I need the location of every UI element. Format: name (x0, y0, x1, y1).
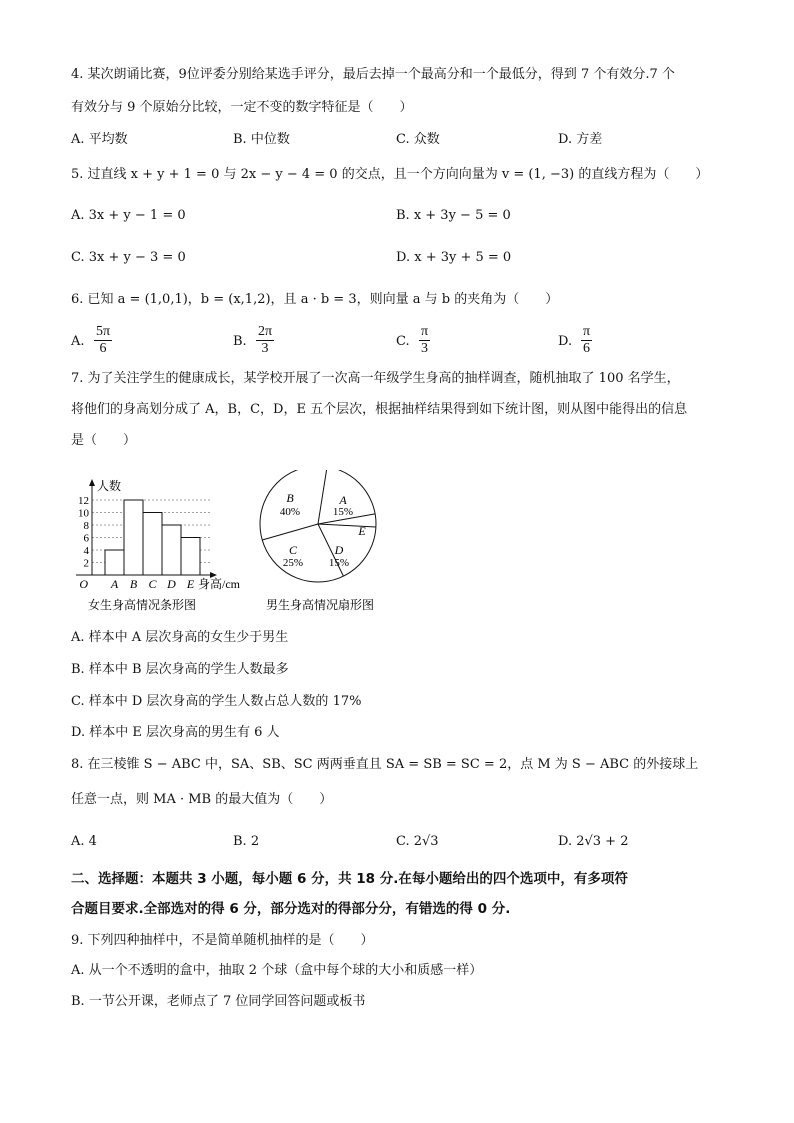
q7-option-c: C. 样本中 D 层次身高的学生人数占总人数的 17% (71, 694, 362, 709)
bar (105, 550, 124, 575)
boys-height-pie-chart (250, 470, 390, 615)
q9-option-a: A. 从一个不透明的盒中，抽取 2 个球（盒中每个球的大小和质感一样） (71, 963, 483, 978)
q6-option-d-fraction (581, 324, 592, 357)
x-tick-label: D (167, 577, 176, 591)
q4-option-a: A. 平均数 (71, 132, 128, 147)
q5-stem: 5. 过直线 x + y + 1 = 0 与 2x − y − 4 = 0 的交点，且一个方向向量为 v = (1, −3) 的直线方程为（ ） (71, 167, 709, 182)
x-tick-label: E (186, 577, 195, 591)
x-tick-label: B (129, 577, 138, 591)
y-axis-arrow (89, 479, 95, 486)
q6-option-a-fraction (94, 324, 112, 357)
q8-option-d: D. 2√3 + 2 (558, 834, 629, 849)
q6-option-a-numerator: 5π (96, 324, 111, 339)
bar (124, 500, 143, 575)
q5-option-d: D. x + 3y + 5 = 0 (396, 250, 512, 265)
y-tick-label: 12 (78, 495, 89, 507)
q4-stem-line1: 4. 某次朗诵比赛，9位评委分别给某选手评分，最后去掉一个最高分和一个最低分，得到 7 个有效分.7 个 (71, 67, 675, 82)
pie-slice-label: E (358, 524, 366, 538)
bar (162, 525, 181, 575)
q6-option-b-letter: B. (233, 334, 247, 349)
q4-stem-line2: 有效分与 9 个原始分比较，一定不变的数字特征是（ ） (71, 100, 413, 115)
q6-option-a-letter: A. (71, 334, 85, 349)
x-tick-label: A (110, 577, 119, 591)
q4-option-d: D. 方差 (558, 132, 603, 147)
y-tick-label: 10 (78, 507, 89, 520)
section2-heading-line1: 二、选择题：本题共 3 小题，每小题 6 分，共 18 分.在每小题给出的四个选项中，有多项符 (71, 871, 628, 887)
q6-option-c-denominator: 3 (421, 341, 429, 356)
q8-option-a: A. 4 (71, 834, 97, 849)
y-tick-label: 4 (83, 545, 89, 557)
q6-option-a-denominator: 6 (99, 341, 107, 356)
pie-slice-label: A (339, 493, 347, 507)
q7-option-a: A. 样本中 A 层次身高的女生少于男生 (71, 630, 289, 645)
y-tick-label: 6 (83, 532, 89, 545)
q8-stem-line1: 8. 在三棱锥 S − ABC 中，SA、SB、SC 两两垂直且 SA = SB = SC = 2，点 M 为 S − ABC 的外接球上 (71, 757, 699, 772)
q8-option-c: C. 2√3 (396, 834, 439, 849)
q6-option-b-numerator: 2π (258, 324, 273, 339)
pie-slice-value: 15% (328, 557, 350, 569)
bar (181, 538, 200, 576)
q6-option-c-numerator: π (421, 324, 429, 339)
y-tick-label: 8 (83, 520, 89, 532)
origin-label: O (79, 577, 88, 591)
girls-height-bar-chart (70, 475, 255, 615)
q6-option-c-letter: C. (396, 334, 410, 349)
q6-stem: 6. 已知 a = (1,0,1)，b = (x,1,2)，且 a · b = 3，则向量 a 与 b 的夹角为（ ） (71, 292, 559, 307)
pie-slice-value: 40% (279, 506, 301, 518)
q7-option-d: D. 样本中 E 层次身高的男生有 6 人 (71, 725, 280, 740)
pie-slice-value: 15% (332, 506, 354, 518)
q9-option-b: B. 一节公开课，老师点了 7 位同学回答问题或板书 (71, 994, 366, 1009)
section2-heading-line2: 合题目要求.全部选对的得 6 分，部分选对的得部分分，有错选的得 0 分. (71, 901, 511, 917)
q7-stem-line1: 7. 为了关注学生的健康成长，某学校开展了一次高一年级学生身高的抽样调查，随机抽取了 100 名学生， (71, 371, 680, 386)
q6-option-b-denominator: 3 (261, 341, 269, 356)
pie-slice-label: D (334, 543, 344, 557)
q6-option-d-denominator: 6 (583, 341, 591, 356)
pie-slice-label: C (288, 543, 298, 557)
q5-option-c: C. 3x + y − 3 = 0 (71, 250, 186, 265)
pie-slice-value: 25% (282, 557, 304, 569)
bar (143, 513, 162, 576)
q6-option-d-letter: D. (558, 334, 573, 349)
q4-option-c: C. 众数 (396, 132, 440, 147)
q6-option-b-fraction (256, 324, 274, 357)
q6-option-d-numerator: π (583, 324, 591, 339)
x-axis-label: 身高/cm (198, 577, 240, 591)
bar-chart-title: 女生身高情况条形图 (88, 598, 197, 612)
x-tick-label: C (148, 577, 157, 591)
y-tick-label: 2 (83, 557, 89, 570)
pie-slice-label: B (286, 491, 294, 505)
y-axis-label: 人数 (97, 479, 122, 493)
q5-option-b: B. x + 3y − 5 = 0 (396, 208, 511, 223)
q9-stem: 9. 下列四种抽样中，不是简单随机抽样的是（ ） (71, 933, 374, 948)
pie-chart-title: 男生身高情况扇形图 (265, 598, 375, 612)
q4-option-b: B. 中位数 (233, 132, 290, 147)
q7-stem-line2: 将他们的身高划分成了 A，B，C，D，E 五个层次，根据抽样结果得到如下统计图，则从图中能得出的信息 (71, 402, 688, 417)
q7-stem-line3: 是（ ） (71, 433, 137, 448)
q7-option-b: B. 样本中 B 层次身高的学生人数最多 (71, 662, 289, 677)
q8-option-b: B. 2 (233, 834, 260, 849)
q5-option-a: A. 3x + y − 1 = 0 (71, 208, 186, 223)
q8-stem-line2: 任意一点，则 MA · MB 的最大值为（ ） (71, 792, 333, 807)
q6-option-c-fraction (419, 324, 430, 357)
